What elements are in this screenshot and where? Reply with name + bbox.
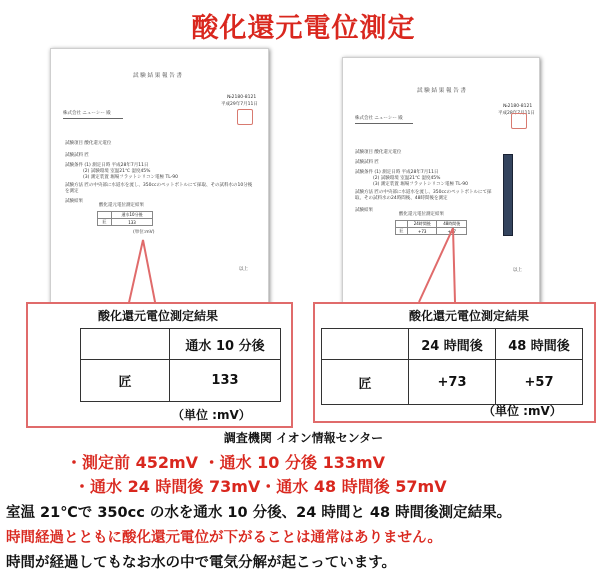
unit-label: （単位 :mV） xyxy=(483,404,562,418)
doc-line: 試験項目 酸化還元電位 xyxy=(65,141,112,146)
doc-line: (3) 測定装置 堀場フラットシリコン電極 TL-90 xyxy=(83,175,179,180)
corner-cell xyxy=(81,329,170,360)
client-name: 株式会社 ニューシー 殿 xyxy=(355,116,403,121)
summary-line: ・通水 24 時間後 73mV・通水 48 時間後 57mV xyxy=(74,477,447,496)
result-value: 133 xyxy=(170,360,281,402)
result-caption: 酸化還元電位測定結果 xyxy=(98,309,219,323)
unit-label: （単位 :mV） xyxy=(172,408,251,422)
conclusion-text: 時間が経過してもなお水の中で電気分解が起こっています。 xyxy=(6,555,397,571)
mini-caption: 酸化還元電位測定結果 xyxy=(99,203,144,208)
column-header: 通水 10 分後 xyxy=(170,329,281,360)
result-value: +57 xyxy=(496,360,583,405)
result-caption: 酸化還元電位測定結果 xyxy=(409,309,530,323)
report-number: №2180-8121 xyxy=(227,95,257,100)
result-table xyxy=(80,328,281,402)
mini-value: +57 xyxy=(437,228,467,235)
doc-line: 試験試料 匠 xyxy=(355,160,379,165)
mini-row-label: 匠 xyxy=(396,228,408,235)
row-label: 匠 xyxy=(81,360,170,402)
doc-line: (2) 試験環境 室温21℃ 湿度45% xyxy=(83,169,151,174)
summary-line: ・測定前 452mV ・通水 10 分後 133mV xyxy=(66,453,386,472)
doc-line: 試験結果 xyxy=(355,208,373,213)
left-callout-connector xyxy=(128,240,156,307)
mini-header: 通水10分後 xyxy=(112,212,153,219)
result-value: +73 xyxy=(409,360,496,405)
doc-line: (3) 測定装置 堀場フラットシリコン電極 TL-90 xyxy=(373,182,469,187)
doc-heading: 試 験 結 果 報 告 書 xyxy=(417,88,466,94)
doc-line: 試験条件 (1) 測定日時 平成28年7月11日 xyxy=(355,170,439,175)
doc-line: 試験結果 xyxy=(65,199,83,204)
mini-header: 48時間後 xyxy=(437,221,467,228)
report-date: 平成28年7月11日 xyxy=(498,111,535,116)
mini-header: 24時間後 xyxy=(408,221,437,228)
report-date: 平成29年7月11日 xyxy=(221,102,258,107)
row-label: 匠 xyxy=(322,360,409,405)
doc-footer: 以上 xyxy=(513,268,522,273)
column-header: 24 時間後 xyxy=(409,329,496,360)
result-table xyxy=(321,328,583,405)
right-callout-connector xyxy=(419,228,455,302)
mini-caption: 酸化還元電位測定結果 xyxy=(399,212,444,217)
doc-line: 試験方法 匠の中央部に水道水を流し、350ccのペットボトルにて採取、その試料水の24時間後、48時間後を測定 xyxy=(355,190,492,201)
doc-line: 試験項目 酸化還元電位 xyxy=(355,150,402,155)
mini-row-label: 匠 xyxy=(98,219,112,226)
right-result-callout xyxy=(313,302,596,423)
doc-line: 試験試料 匠 xyxy=(65,153,89,158)
testing-organization: 調査機関 イオン情報センター xyxy=(223,431,384,445)
doc-line: 試験条件 (1) 測定日時 平成28年7月11日 xyxy=(65,163,149,168)
report-number: №2180-8121 xyxy=(503,104,533,109)
doc-heading: 試 験 結 果 報 告 書 xyxy=(133,73,182,79)
doc-footer: 以上 xyxy=(239,267,248,272)
mini-value: 133 xyxy=(112,219,153,226)
mini-unit: (単位:mV) xyxy=(133,230,155,235)
measurement-note: 室温 21℃で 350cc の水を通水 10 分後、24 時間と 48 時間後測定結果。 xyxy=(6,505,512,521)
corner-cell xyxy=(322,329,409,360)
doc-line: 試験方法 匠の中央部に水道水を流し、350ccのペットボトルにて採取、その試料水の10分後を測定 xyxy=(65,183,253,194)
column-header: 48 時間後 xyxy=(496,329,583,360)
client-name: 株式会社 ニューシー 殿 xyxy=(63,111,111,116)
page-title: 酸化還元電位測定 xyxy=(191,13,416,44)
doc-line: (2) 試験環境 室温21℃ 湿度45% xyxy=(373,176,441,181)
warning-text: 時間経過とともに酸化還元電位が下がることは通常はありません。 xyxy=(6,530,442,546)
left-result-callout xyxy=(26,302,293,428)
mini-value: +73 xyxy=(408,228,437,235)
